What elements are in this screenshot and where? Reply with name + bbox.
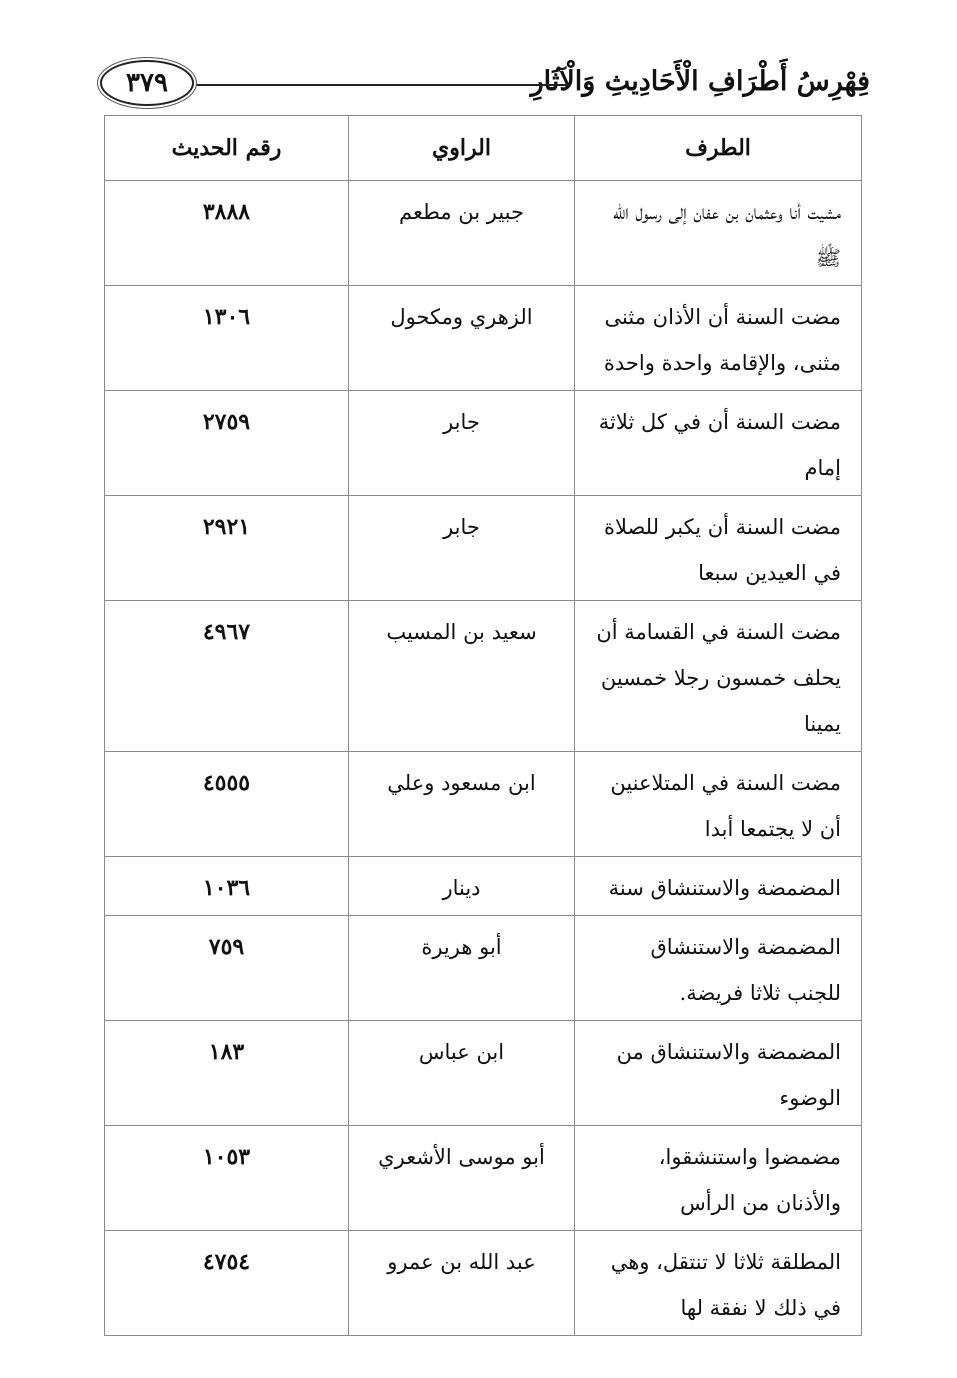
rawi-cell: جابر — [349, 496, 575, 601]
hadith-number-cell: ٧٥٩ — [105, 916, 349, 1021]
tarf-cell: مضت السنة أن الأذان مثنى مثنى، والإقامة واحدة واحدة — [575, 286, 862, 391]
rawi-cell: عبد الله بن عمرو — [349, 1231, 575, 1336]
rawi-cell: ابن عباس — [349, 1021, 575, 1126]
table-row — [105, 1231, 862, 1336]
tarf-cell: مشيت أنا وعثمان بن عفان إلى رسول الله ﷺ — [575, 181, 862, 286]
hadith-number-cell: ٢٩٢١ — [105, 496, 349, 601]
column-header-tarf: الطرف — [575, 116, 862, 181]
table-header-row — [105, 116, 862, 181]
table-row — [105, 496, 862, 601]
hadith-number-cell: ٤٧٥٤ — [105, 1231, 349, 1336]
hadith-number-cell: ١٠٥٣ — [105, 1126, 349, 1231]
table-row — [105, 752, 862, 857]
tarf-cell: المضمضة والاستنشاق من الوضوء — [575, 1021, 862, 1126]
tarf-cell: المطلقة ثلاثا لا تنتقل، وهي في ذلك لا نفقة لها — [575, 1231, 862, 1336]
page-header — [100, 58, 870, 110]
hadith-number-cell: ٣٨٨٨ — [105, 181, 349, 286]
table-row — [105, 286, 862, 391]
tarf-cell: المضمضة والاستنشاق سنة — [575, 857, 862, 916]
rawi-cell: أبو موسى الأشعري — [349, 1126, 575, 1231]
rawi-cell: الزهري ومكحول — [349, 286, 575, 391]
table-row — [105, 916, 862, 1021]
rawi-cell: دينار — [349, 857, 575, 916]
header-rule — [195, 84, 570, 86]
column-header-rawi: الراوي — [349, 116, 575, 181]
column-header-number: رقم الحديث — [105, 116, 349, 181]
table-row — [105, 1126, 862, 1231]
table-row — [105, 181, 862, 286]
rawi-cell: ابن مسعود وعلي — [349, 752, 575, 857]
hadith-index-table — [104, 115, 862, 1336]
hadith-number-cell: ٤٩٦٧ — [105, 601, 349, 752]
tarf-cell: مضت السنة أن يكبر للصلاة في العيدين سبعا — [575, 496, 862, 601]
hadith-number-cell: ١٨٣ — [105, 1021, 349, 1126]
tarf-cell: مضت السنة في المتلاعنين أن لا يجتمعا أبدا — [575, 752, 862, 857]
rawi-cell: جابر — [349, 391, 575, 496]
tarf-cell: المضمضة والاستنشاق للجنب ثلاثا فريضة. — [575, 916, 862, 1021]
hadith-number-cell: ٢٧٥٩ — [105, 391, 349, 496]
rawi-cell: أبو هريرة — [349, 916, 575, 1021]
tarf-cell: مضت السنة أن في كل ثلاثة إمام — [575, 391, 862, 496]
hadith-number-cell: ١٣٠٦ — [105, 286, 349, 391]
table-row — [105, 857, 862, 916]
table-row — [105, 391, 862, 496]
page-number: ٣٧٩ — [100, 60, 194, 106]
header-title: فِهْرِسُ أَطْرَافِ الْأَحَادِيثِ وَالْآثَارِ — [530, 66, 870, 97]
hadith-number-cell: ١٠٣٦ — [105, 857, 349, 916]
rawi-cell: جبير بن مطعم — [349, 181, 575, 286]
hadith-number-cell: ٤٥٥٥ — [105, 752, 349, 857]
table-row — [105, 601, 862, 752]
rawi-cell: سعيد بن المسيب — [349, 601, 575, 752]
tarf-cell: مضت السنة في القسامة أن يحلف خمسون رجلا خمسين يمينا — [575, 601, 862, 752]
tarf-cell: مضمضوا واستنشقوا، والأذنان من الرأس — [575, 1126, 862, 1231]
table-row — [105, 1021, 862, 1126]
